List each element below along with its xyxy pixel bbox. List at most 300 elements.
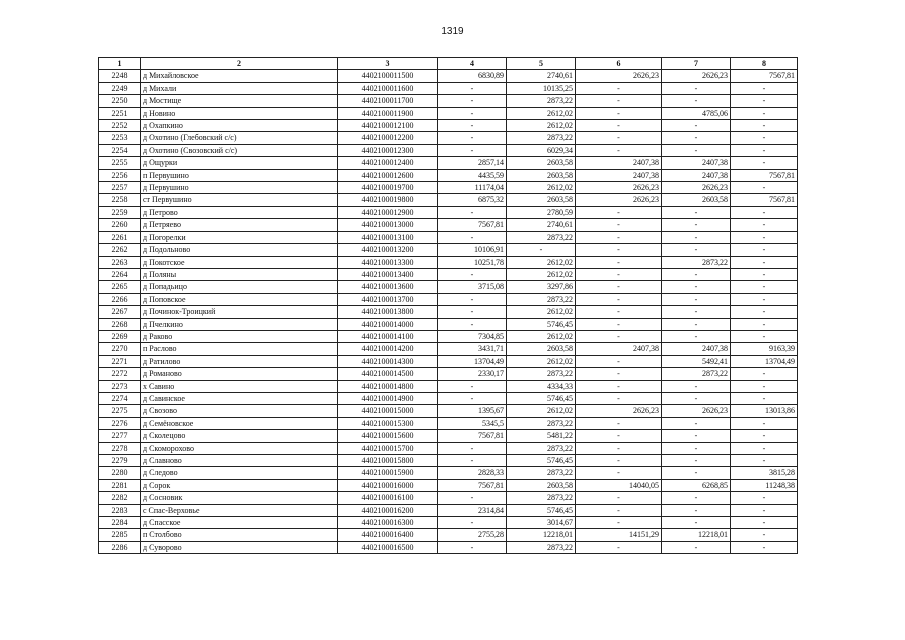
value-cell: 2603,58: [507, 169, 576, 181]
row-number-cell: 2256: [99, 169, 141, 181]
value-cell: -: [662, 442, 731, 454]
row-number-cell: 2282: [99, 492, 141, 504]
code-cell: 4402100015600: [338, 430, 438, 442]
table-row: [99, 368, 798, 380]
row-number-cell: 2270: [99, 343, 141, 355]
settlement-name-cell: д Сорок: [141, 479, 338, 491]
value-cell: 7567,81: [438, 430, 507, 442]
code-cell: 4402100011600: [338, 82, 438, 94]
value-cell: -: [438, 293, 507, 305]
value-cell: -: [438, 392, 507, 404]
settlement-name-cell: д Михали: [141, 82, 338, 94]
value-cell: 2603,58: [507, 343, 576, 355]
value-cell: -: [662, 120, 731, 132]
value-cell: -: [662, 244, 731, 256]
value-cell: -: [576, 517, 662, 529]
table-row: [99, 380, 798, 392]
code-cell: 4402100014100: [338, 330, 438, 342]
value-cell: 10251,78: [438, 256, 507, 268]
row-number-cell: 2286: [99, 541, 141, 553]
value-cell: -: [731, 281, 798, 293]
code-cell: 4402100013300: [338, 256, 438, 268]
table-row: [99, 492, 798, 504]
value-cell: -: [438, 206, 507, 218]
value-cell: 2603,58: [507, 157, 576, 169]
settlement-name-cell: п Столбово: [141, 529, 338, 541]
value-cell: -: [731, 417, 798, 429]
value-cell: -: [731, 330, 798, 342]
column-header: 1: [99, 58, 141, 70]
settlement-name-cell: д Семёновское: [141, 417, 338, 429]
table-row: [99, 82, 798, 94]
value-cell: 5345,5: [438, 417, 507, 429]
value-cell: -: [662, 417, 731, 429]
code-cell: 4402100014800: [338, 380, 438, 392]
code-cell: 4402100015900: [338, 467, 438, 479]
value-cell: 1395,67: [438, 405, 507, 417]
value-cell: 13704,49: [731, 355, 798, 367]
value-cell: -: [576, 318, 662, 330]
value-cell: -: [731, 504, 798, 516]
value-cell: -: [662, 144, 731, 156]
table-row: [99, 417, 798, 429]
value-cell: 2626,23: [662, 70, 731, 82]
table-row: [99, 529, 798, 541]
value-cell: -: [731, 541, 798, 553]
value-cell: -: [731, 392, 798, 404]
value-cell: -: [576, 467, 662, 479]
code-cell: 4402100012400: [338, 157, 438, 169]
settlement-name-cell: д Пчелкино: [141, 318, 338, 330]
column-header: 6: [576, 58, 662, 70]
value-cell: 12218,01: [507, 529, 576, 541]
value-cell: 2603,58: [507, 194, 576, 206]
code-cell: 4402100011500: [338, 70, 438, 82]
value-cell: -: [576, 355, 662, 367]
settlement-name-cell: д Охапкино: [141, 120, 338, 132]
value-cell: -: [576, 206, 662, 218]
row-number-cell: 2275: [99, 405, 141, 417]
table-row: [99, 231, 798, 243]
row-number-cell: 2248: [99, 70, 141, 82]
settlement-name-cell: д Охотино (Глебовский с/с): [141, 132, 338, 144]
row-number-cell: 2261: [99, 231, 141, 243]
value-cell: 2828,33: [438, 467, 507, 479]
value-cell: -: [576, 380, 662, 392]
value-cell: -: [731, 206, 798, 218]
settlement-name-cell: д Спасское: [141, 517, 338, 529]
code-cell: 4402100015700: [338, 442, 438, 454]
code-cell: 4402100012300: [338, 144, 438, 156]
settlement-name-cell: д Сколецово: [141, 430, 338, 442]
table-row: [99, 442, 798, 454]
value-cell: -: [576, 504, 662, 516]
value-cell: -: [576, 231, 662, 243]
value-cell: 2873,22: [507, 132, 576, 144]
row-number-cell: 2285: [99, 529, 141, 541]
settlement-name-cell: п Раслово: [141, 343, 338, 355]
value-cell: -: [731, 529, 798, 541]
settlement-name-cell: д Попадьицо: [141, 281, 338, 293]
table-row: [99, 517, 798, 529]
settlement-name-cell: д Покотское: [141, 256, 338, 268]
value-cell: -: [731, 107, 798, 119]
row-number-cell: 2272: [99, 368, 141, 380]
code-cell: 4402100016100: [338, 492, 438, 504]
value-cell: -: [438, 318, 507, 330]
value-cell: 7567,81: [731, 169, 798, 181]
value-cell: 7567,81: [438, 479, 507, 491]
table-row: [99, 219, 798, 231]
column-header: 5: [507, 58, 576, 70]
settlement-name-cell: д Сосновик: [141, 492, 338, 504]
value-cell: -: [662, 95, 731, 107]
code-cell: 4402100012200: [338, 132, 438, 144]
settlement-name-cell: д Михайловское: [141, 70, 338, 82]
code-cell: 4402100016000: [338, 479, 438, 491]
settlement-name-cell: д Суворово: [141, 541, 338, 553]
value-cell: 11248,38: [731, 479, 798, 491]
value-cell: -: [731, 244, 798, 256]
value-cell: 5746,45: [507, 504, 576, 516]
value-cell: 2407,38: [662, 169, 731, 181]
value-cell: -: [576, 244, 662, 256]
value-cell: 2857,14: [438, 157, 507, 169]
value-cell: 2873,22: [507, 541, 576, 553]
value-cell: -: [731, 256, 798, 268]
settlement-name-cell: д Поповское: [141, 293, 338, 305]
value-cell: -: [731, 182, 798, 194]
value-cell: -: [438, 492, 507, 504]
value-cell: 2612,02: [507, 256, 576, 268]
row-number-cell: 2279: [99, 455, 141, 467]
row-number-cell: 2276: [99, 417, 141, 429]
value-cell: 2612,02: [507, 405, 576, 417]
row-number-cell: 2280: [99, 467, 141, 479]
settlement-name-cell: д Первушино: [141, 182, 338, 194]
table-row: [99, 206, 798, 218]
value-cell: -: [576, 281, 662, 293]
table-row: [99, 120, 798, 132]
value-cell: 11174,04: [438, 182, 507, 194]
table-row: [99, 467, 798, 479]
value-cell: -: [507, 244, 576, 256]
code-cell: 4402100013600: [338, 281, 438, 293]
value-cell: 2407,38: [576, 343, 662, 355]
settlement-name-cell: д Поляны: [141, 268, 338, 280]
table-row: [99, 132, 798, 144]
table-row: [99, 504, 798, 516]
value-cell: 6830,89: [438, 70, 507, 82]
value-cell: -: [731, 306, 798, 318]
value-cell: -: [731, 132, 798, 144]
value-cell: -: [438, 541, 507, 553]
value-cell: -: [662, 517, 731, 529]
value-cell: -: [576, 256, 662, 268]
code-cell: 4402100012600: [338, 169, 438, 181]
value-cell: -: [731, 144, 798, 156]
value-cell: 2780,59: [507, 206, 576, 218]
value-cell: -: [576, 392, 662, 404]
column-header: 8: [731, 58, 798, 70]
row-number-cell: 2262: [99, 244, 141, 256]
row-number-cell: 2278: [99, 442, 141, 454]
column-header: 7: [662, 58, 731, 70]
value-cell: 2873,22: [662, 256, 731, 268]
settlement-name-cell: д Ратилово: [141, 355, 338, 367]
value-cell: 2755,28: [438, 529, 507, 541]
value-cell: -: [438, 120, 507, 132]
row-number-cell: 2269: [99, 330, 141, 342]
value-cell: 2612,02: [507, 182, 576, 194]
value-cell: 13013,86: [731, 405, 798, 417]
value-cell: -: [662, 492, 731, 504]
settlement-name-cell: д Следово: [141, 467, 338, 479]
column-header: 4: [438, 58, 507, 70]
code-cell: 4402100014000: [338, 318, 438, 330]
value-cell: -: [662, 455, 731, 467]
value-cell: 2612,02: [507, 107, 576, 119]
row-number-cell: 2259: [99, 206, 141, 218]
value-cell: 5492,41: [662, 355, 731, 367]
value-cell: -: [576, 120, 662, 132]
table-row: [99, 244, 798, 256]
value-cell: 2740,61: [507, 219, 576, 231]
value-cell: 2873,22: [507, 95, 576, 107]
value-cell: -: [438, 268, 507, 280]
value-cell: -: [438, 306, 507, 318]
value-cell: 2740,61: [507, 70, 576, 82]
value-cell: -: [731, 157, 798, 169]
settlement-name-cell: х Савино: [141, 380, 338, 392]
value-cell: 2873,22: [507, 293, 576, 305]
code-cell: 4402100016400: [338, 529, 438, 541]
row-number-cell: 2264: [99, 268, 141, 280]
value-cell: -: [438, 442, 507, 454]
value-cell: 7304,85: [438, 330, 507, 342]
value-cell: 2330,17: [438, 368, 507, 380]
value-cell: -: [731, 380, 798, 392]
code-cell: 4402100015300: [338, 417, 438, 429]
row-number-cell: 2266: [99, 293, 141, 305]
row-number-cell: 2271: [99, 355, 141, 367]
row-number-cell: 2265: [99, 281, 141, 293]
code-cell: 4402100015800: [338, 455, 438, 467]
value-cell: 2612,02: [507, 355, 576, 367]
value-cell: -: [731, 430, 798, 442]
value-cell: -: [576, 107, 662, 119]
value-cell: 2626,23: [662, 405, 731, 417]
code-cell: 4402100013800: [338, 306, 438, 318]
value-cell: 3815,28: [731, 467, 798, 479]
value-cell: 5746,45: [507, 318, 576, 330]
value-cell: -: [662, 380, 731, 392]
value-cell: -: [576, 455, 662, 467]
value-cell: -: [662, 132, 731, 144]
value-cell: 10106,91: [438, 244, 507, 256]
settlement-name-cell: д Скоморохово: [141, 442, 338, 454]
value-cell: -: [662, 306, 731, 318]
table-row: [99, 95, 798, 107]
value-cell: -: [438, 107, 507, 119]
value-cell: -: [731, 492, 798, 504]
value-cell: 2407,38: [576, 157, 662, 169]
row-number-cell: 2257: [99, 182, 141, 194]
row-number-cell: 2249: [99, 82, 141, 94]
value-cell: 2873,22: [507, 492, 576, 504]
value-cell: 2873,22: [507, 417, 576, 429]
value-cell: -: [438, 95, 507, 107]
value-cell: 6875,32: [438, 194, 507, 206]
table-row: [99, 107, 798, 119]
value-cell: 2407,38: [662, 157, 731, 169]
table-row: [99, 430, 798, 442]
value-cell: -: [576, 430, 662, 442]
value-cell: -: [731, 231, 798, 243]
row-number-cell: 2277: [99, 430, 141, 442]
value-cell: -: [438, 231, 507, 243]
value-cell: -: [576, 492, 662, 504]
table-row: [99, 306, 798, 318]
code-cell: 4402100016300: [338, 517, 438, 529]
code-cell: 4402100015000: [338, 405, 438, 417]
table-row: [99, 70, 798, 82]
table-row: [99, 157, 798, 169]
row-number-cell: 2274: [99, 392, 141, 404]
table-row: [99, 330, 798, 342]
value-cell: -: [662, 293, 731, 305]
code-cell: 4402100013700: [338, 293, 438, 305]
settlement-name-cell: д Подольново: [141, 244, 338, 256]
settlement-name-cell: д Погорелки: [141, 231, 338, 243]
value-cell: 6029,34: [507, 144, 576, 156]
code-cell: 4402100014200: [338, 343, 438, 355]
value-cell: 9163,39: [731, 343, 798, 355]
row-number-cell: 2252: [99, 120, 141, 132]
code-cell: 4402100012100: [338, 120, 438, 132]
table-row: [99, 169, 798, 181]
value-cell: -: [438, 455, 507, 467]
value-cell: 2612,02: [507, 306, 576, 318]
value-cell: 14040,05: [576, 479, 662, 491]
settlement-name-cell: д Свозово: [141, 405, 338, 417]
value-cell: 10135,25: [507, 82, 576, 94]
row-number-cell: 2260: [99, 219, 141, 231]
row-number-cell: 2284: [99, 517, 141, 529]
table-row: [99, 479, 798, 491]
value-cell: 2612,02: [507, 120, 576, 132]
value-cell: -: [662, 430, 731, 442]
value-cell: 2873,22: [662, 368, 731, 380]
value-cell: -: [438, 380, 507, 392]
column-header: 2: [141, 58, 338, 70]
value-cell: 3297,86: [507, 281, 576, 293]
table-row: [99, 355, 798, 367]
table-row: [99, 455, 798, 467]
code-cell: 4402100012900: [338, 206, 438, 218]
value-cell: 2314,84: [438, 504, 507, 516]
settlement-name-cell: д Починок-Троицкий: [141, 306, 338, 318]
value-cell: -: [731, 368, 798, 380]
code-cell: 4402100013000: [338, 219, 438, 231]
row-number-cell: 2283: [99, 504, 141, 516]
value-cell: 5746,45: [507, 455, 576, 467]
value-cell: 2612,02: [507, 268, 576, 280]
row-number-cell: 2251: [99, 107, 141, 119]
table-row: [99, 268, 798, 280]
table-row: [99, 144, 798, 156]
value-cell: 14151,29: [576, 529, 662, 541]
value-cell: -: [662, 392, 731, 404]
settlement-name-cell: ст Первушино: [141, 194, 338, 206]
table-row: [99, 318, 798, 330]
code-cell: 4402100016500: [338, 541, 438, 553]
value-cell: -: [438, 144, 507, 156]
value-cell: 4435,59: [438, 169, 507, 181]
settlement-name-cell: с Спас-Верховье: [141, 504, 338, 516]
table-header-row: [99, 58, 798, 70]
settlement-name-cell: д Ощурки: [141, 157, 338, 169]
value-cell: 5746,45: [507, 392, 576, 404]
value-cell: -: [438, 132, 507, 144]
table-row: [99, 281, 798, 293]
value-cell: 3431,71: [438, 343, 507, 355]
value-cell: -: [576, 442, 662, 454]
value-cell: 2873,22: [507, 467, 576, 479]
value-cell: 6268,85: [662, 479, 731, 491]
value-cell: -: [576, 368, 662, 380]
table-row: [99, 343, 798, 355]
value-cell: -: [576, 219, 662, 231]
value-cell: 7567,81: [438, 219, 507, 231]
table-row: [99, 541, 798, 553]
value-cell: 12218,01: [662, 529, 731, 541]
table-body: [99, 70, 798, 554]
value-cell: -: [662, 219, 731, 231]
value-cell: -: [662, 541, 731, 553]
row-number-cell: 2250: [99, 95, 141, 107]
value-cell: -: [731, 95, 798, 107]
code-cell: 4402100016200: [338, 504, 438, 516]
value-cell: 5481,22: [507, 430, 576, 442]
value-cell: -: [576, 330, 662, 342]
value-cell: 2612,02: [507, 330, 576, 342]
value-cell: 3715,08: [438, 281, 507, 293]
code-cell: 4402100011900: [338, 107, 438, 119]
value-cell: 2873,22: [507, 368, 576, 380]
value-cell: -: [662, 281, 731, 293]
value-cell: 2626,23: [662, 182, 731, 194]
settlement-name-cell: д Мостище: [141, 95, 338, 107]
value-cell: -: [662, 318, 731, 330]
value-cell: -: [731, 318, 798, 330]
value-cell: -: [731, 82, 798, 94]
value-cell: -: [576, 144, 662, 156]
table-row: [99, 293, 798, 305]
row-number-cell: 2273: [99, 380, 141, 392]
value-cell: -: [731, 120, 798, 132]
column-header: 3: [338, 58, 438, 70]
value-cell: -: [576, 306, 662, 318]
value-cell: -: [576, 417, 662, 429]
settlement-name-cell: д Славново: [141, 455, 338, 467]
settlements-table: [98, 57, 798, 554]
row-number-cell: 2258: [99, 194, 141, 206]
value-cell: -: [438, 82, 507, 94]
settlement-name-cell: д Охотино (Свозовский с/с): [141, 144, 338, 156]
value-cell: 4785,06: [662, 107, 731, 119]
settlement-name-cell: д Новино: [141, 107, 338, 119]
